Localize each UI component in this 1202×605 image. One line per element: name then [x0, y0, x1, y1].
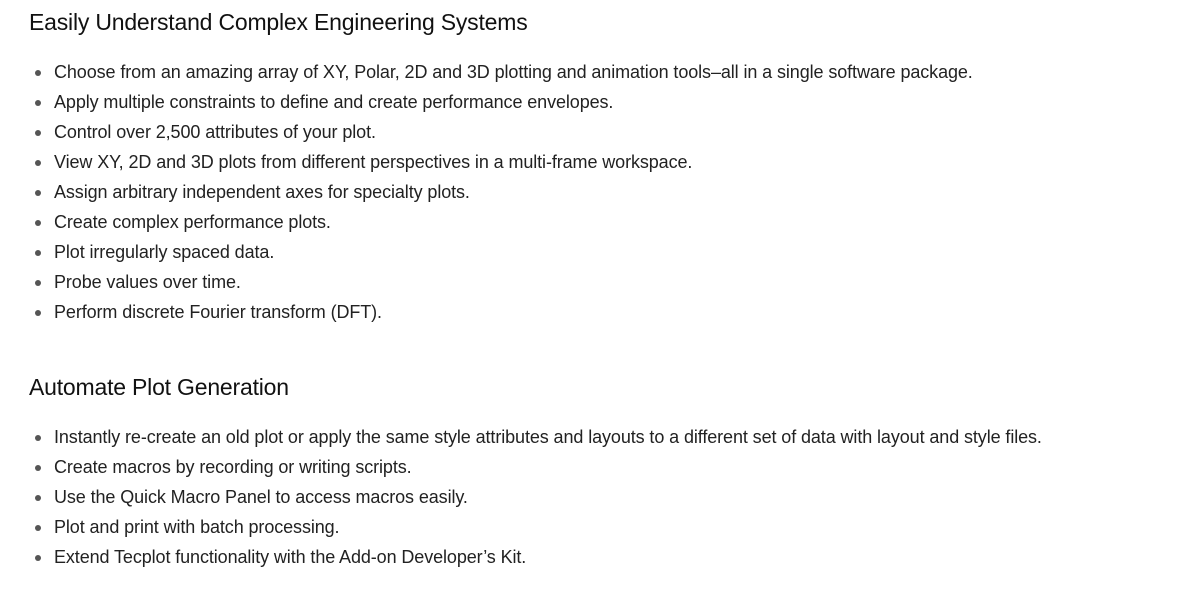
list-item: [29, 207, 1189, 237]
content-area: [29, 0, 1189, 572]
bullet-icon: [35, 310, 41, 316]
feature-list: [29, 57, 1189, 327]
list-item: [29, 482, 1189, 512]
list-item-text: Probe values over time.: [54, 272, 241, 292]
bullet-icon: [35, 525, 41, 531]
bullet-icon: [35, 435, 41, 441]
bullet-icon: [35, 130, 41, 136]
list-item: [29, 512, 1189, 542]
list-item-text: Choose from an amazing array of XY, Polar, 2D and 3D plotting and animation tools–all in a single software package.: [54, 62, 973, 82]
bullet-icon: [35, 555, 41, 561]
section-heading: Easily Understand Complex Engineering Systems: [29, 9, 528, 35]
bullet-icon: [35, 465, 41, 471]
list-item: [29, 237, 1189, 267]
bullet-icon: [35, 280, 41, 286]
list-item-text: Plot irregularly spaced data.: [54, 242, 275, 262]
list-item-text: Control over 2,500 attributes of your plot.: [54, 122, 376, 142]
bullet-icon: [35, 100, 41, 106]
bullet-icon: [35, 190, 41, 196]
bullet-icon: [35, 495, 41, 501]
list-item-text: View XY, 2D and 3D plots from different perspectives in a multi-frame workspace.: [54, 152, 693, 172]
list-item: [29, 87, 1189, 117]
list-item: [29, 117, 1189, 147]
list-item-text: Plot and print with batch processing.: [54, 517, 340, 537]
list-item: [29, 177, 1189, 207]
bullet-icon: [35, 220, 41, 226]
list-item-text: Extend Tecplot functionality with the Add-on Developer’s Kit.: [54, 547, 527, 567]
section-automate-plot: [29, 372, 1189, 572]
list-item: [29, 297, 1189, 327]
list-item-text: Use the Quick Macro Panel to access macros easily.: [54, 487, 468, 507]
list-item: [29, 422, 1189, 452]
list-item: [29, 452, 1189, 482]
feature-list: [29, 422, 1189, 572]
list-item: [29, 267, 1189, 297]
list-item-text: Perform discrete Fourier transform (DFT).: [54, 302, 382, 322]
list-item: [29, 542, 1189, 572]
section-heading: Automate Plot Generation: [29, 374, 289, 400]
list-item-text: Instantly re-create an old plot or apply the same style attributes and layouts to a different set of data with layout and style files.: [54, 427, 1042, 447]
list-item-text: Create complex performance plots.: [54, 212, 331, 232]
list-item-text: Create macros by recording or writing scripts.: [54, 457, 412, 477]
bullet-icon: [35, 250, 41, 256]
list-item-text: Apply multiple constraints to define and create performance envelopes.: [54, 92, 614, 112]
section-understand-systems: [29, 7, 1189, 327]
list-item: [29, 57, 1189, 87]
bullet-icon: [35, 70, 41, 76]
list-item-text: Assign arbitrary independent axes for specialty plots.: [54, 182, 470, 202]
bullet-icon: [35, 160, 41, 166]
list-item: [29, 147, 1189, 177]
